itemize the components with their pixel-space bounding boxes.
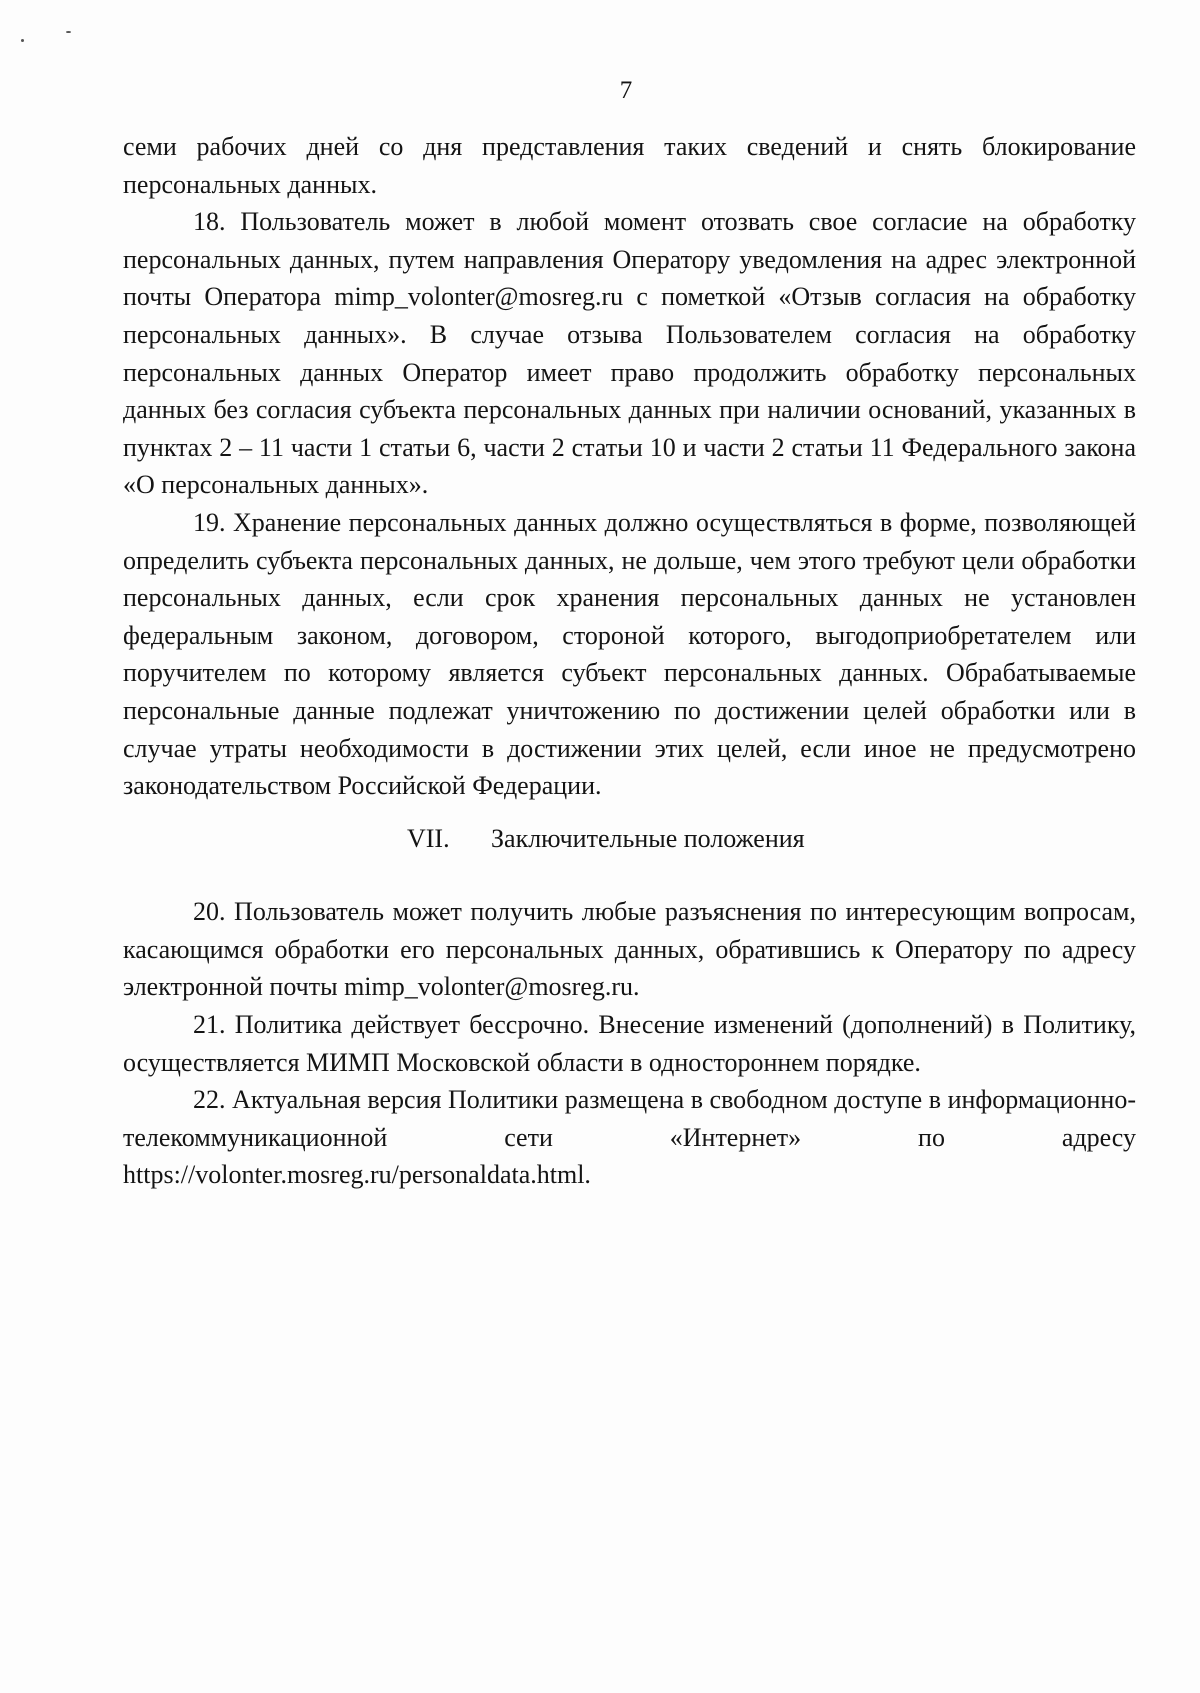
document-body [123,128,1136,1194]
section-number: VII. [407,823,450,853]
section-title: Заключительные положения [491,823,805,853]
page-number: 7 [619,77,633,104]
scan-speck-mark [21,39,24,42]
section-heading [123,820,1136,858]
paragraph-21: 21. Политика действует бессрочно. Внесение изменений (дополнений) в Политику, осуществляется МИМП Московской области в одностороннем порядке. [123,1010,1136,1077]
scan-speck-mark [66,31,71,33]
paragraph-19: 19. Хранение персональных данных должно осуществляться в форме, позволяющей определить субъекта персональных данных, не дольше, чем этого требуют цели обработки персональных данных, если срок хранения персональных данных не установлен федеральным законом, договором, стороной которого, выгодоприобретателем или поручителем по которому является субъект персональных данных. Обрабатываемые персональные данные подлежат уничтожению по достижении целей обработки или в случае утраты необходимости в достижении этих целей, если иное не предусмотрено законодательством Российской Федерации. [123,507,1136,801]
paragraph-22: 22. Актуальная версия Политики размещена в свободном доступе в информационно-телекоммуникационной сети «Интернет» по адресу https://volonter.mosreg.ru/personaldata.html. [123,1085,1136,1190]
paragraph-20: 20. Пользователь может получить любые разъяснения по интересующим вопросам, касающимся обработки его персональных данных, обратившись к Оператору по адресу электронной почты mimp_volonter@mosreg.ru. [123,897,1136,1002]
paragraph-18: 18. Пользователь может в любой момент отозвать свое согласие на обработку персональных данных, путем направления Оператору уведомления на адрес электронной почты Оператора mimp_volonter@mosreg.ru с пометкой «Отзыв согласия на обработку персональных данных». В случае отзыва Пользователем согласия на обработку персональных данных Оператор имеет право продолжить обработку персональных данных без согласия субъекта персональных данных при наличии оснований, указанных в пунктах 2 – 11 части 1 статьи 6, части 2 статьи 10 и части 2 статьи 11 Федерального закона «О персональных данных». [123,207,1136,500]
paragraph-continuation: семи рабочих дней со дня представления таких сведений и снять блокирование персональных данных. [123,132,1136,199]
